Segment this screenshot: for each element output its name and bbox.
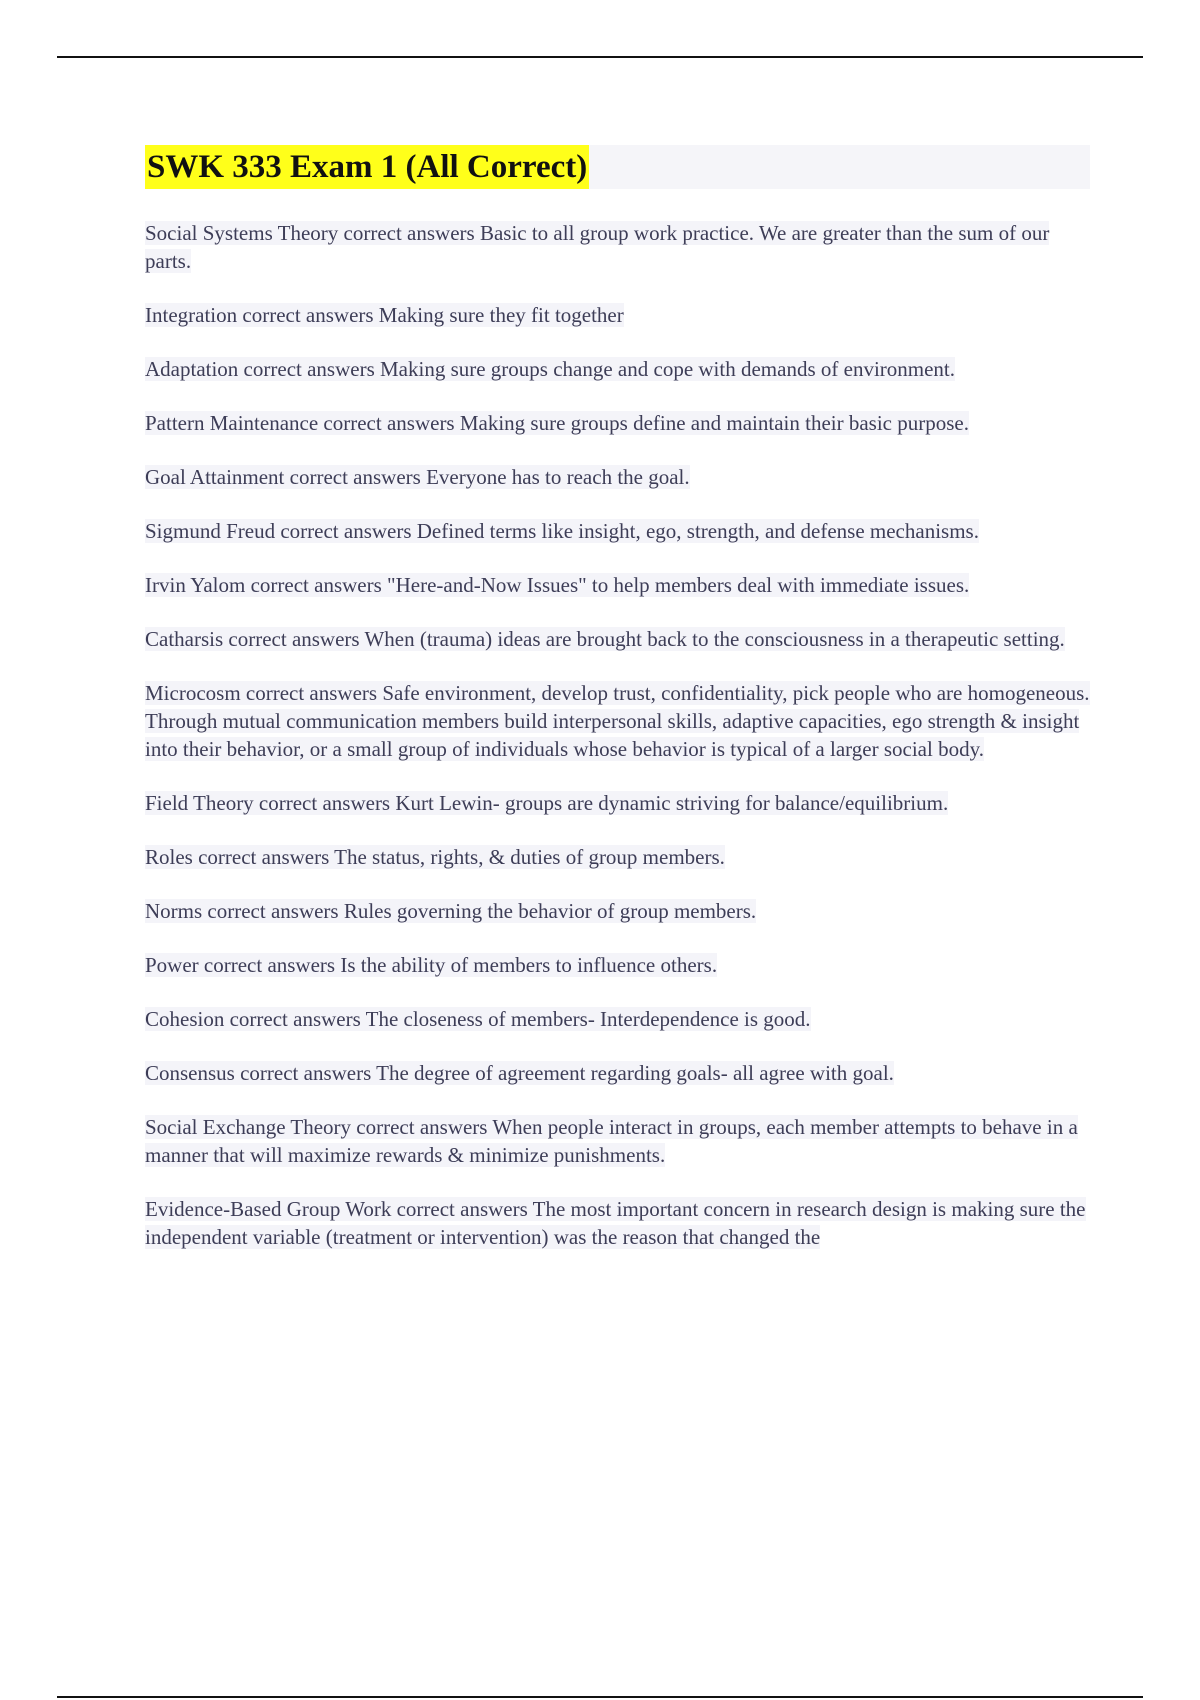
qa-entry bbox=[145, 571, 1090, 599]
qa-entry bbox=[145, 679, 1090, 763]
qa-entry-text: Integration correct answers Making sure they fit together bbox=[145, 303, 624, 327]
qa-entry bbox=[145, 301, 1090, 329]
qa-entry bbox=[145, 1059, 1090, 1087]
qa-entry-text: Roles correct answers The status, rights, & duties of group members. bbox=[145, 845, 725, 869]
qa-entry-text: Evidence-Based Group Work correct answers The most important concern in research design is making sure the independent variable (treatment or intervention) was the reason that changed the bbox=[145, 1197, 1086, 1249]
qa-entry-text: Irvin Yalom correct answers "Here-and-Now Issues" to help members deal with immediate issues. bbox=[145, 573, 970, 597]
qa-list bbox=[145, 219, 1090, 1277]
qa-entry bbox=[145, 951, 1090, 979]
qa-entry bbox=[145, 897, 1090, 925]
qa-entry-text: Catharsis correct answers When (trauma) ideas are brought back to the consciousness in a therapeutic setting. bbox=[145, 627, 1065, 651]
qa-entry-text: Norms correct answers Rules governing the behavior of group members. bbox=[145, 899, 757, 923]
qa-entry bbox=[145, 1195, 1090, 1251]
header-rule bbox=[57, 56, 1143, 58]
qa-entry-text: Consensus correct answers The degree of agreement regarding goals- all agree with goal. bbox=[145, 1061, 894, 1085]
qa-entry bbox=[145, 1113, 1090, 1169]
qa-entry bbox=[145, 843, 1090, 871]
document-body bbox=[145, 145, 1090, 1277]
qa-entry bbox=[145, 355, 1090, 383]
document-title: SWK 333 Exam 1 (All Correct) bbox=[145, 145, 589, 189]
qa-entry bbox=[145, 409, 1090, 437]
qa-entry bbox=[145, 219, 1090, 275]
qa-entry bbox=[145, 789, 1090, 817]
qa-entry-text: Goal Attainment correct answers Everyone has to reach the goal. bbox=[145, 465, 690, 489]
qa-entry-text: Adaptation correct answers Making sure groups change and cope with demands of environment. bbox=[145, 357, 956, 381]
qa-entry bbox=[145, 625, 1090, 653]
footer-rule bbox=[57, 1696, 1143, 1698]
qa-entry-text: Sigmund Freud correct answers Defined terms like insight, ego, strength, and defense mechanisms. bbox=[145, 519, 979, 543]
qa-entry-text: Social Exchange Theory correct answers When people interact in groups, each member attempts to behave in a manner that will maximize rewards & minimize punishments. bbox=[145, 1115, 1078, 1167]
title-bar bbox=[145, 145, 1090, 189]
qa-entry-text: Cohesion correct answers The closeness of members- Interdependence is good. bbox=[145, 1007, 811, 1031]
qa-entry-text: Field Theory correct answers Kurt Lewin- groups are dynamic striving for balance/equilibrium. bbox=[145, 791, 949, 815]
qa-entry bbox=[145, 517, 1090, 545]
qa-entry-text: Social Systems Theory correct answers Basic to all group work practice. We are greater than the sum of our parts. bbox=[145, 221, 1050, 273]
qa-entry bbox=[145, 1005, 1090, 1033]
qa-entry-text: Microcosm correct answers Safe environment, develop trust, confidentiality, pick people who are homogeneous. Through mutual communication members build interpersonal skills, adaptive capacities, ego strength & insight into their behavior, or a small group of individuals whose behavior is typical of a larger social body. bbox=[145, 681, 1090, 761]
qa-entry-text: Pattern Maintenance correct answers Making sure groups define and maintain their basic purpose. bbox=[145, 411, 969, 435]
qa-entry-text: Power correct answers Is the ability of members to influence others. bbox=[145, 953, 718, 977]
qa-entry bbox=[145, 463, 1090, 491]
